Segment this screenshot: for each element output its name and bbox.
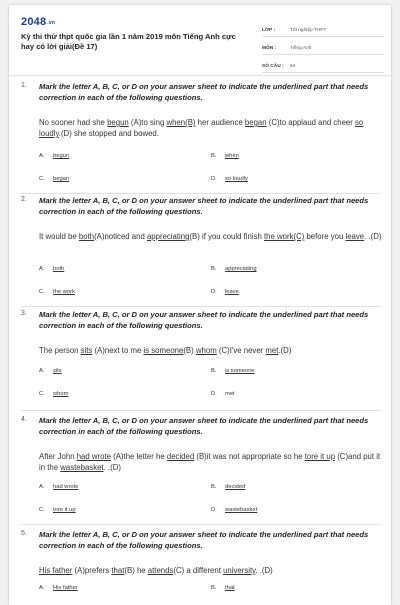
option-letter: A. xyxy=(39,153,45,159)
sentence-text: No sooner had she xyxy=(39,118,108,127)
sentence-text: .(D) she stopped and bowed. xyxy=(58,129,159,138)
option-letter: A. xyxy=(39,266,45,272)
option-text: wastebasket xyxy=(225,507,258,513)
sentence-text: After John xyxy=(39,452,77,461)
question-number: 4. xyxy=(21,416,27,423)
option-text: tore it up xyxy=(53,507,76,513)
answer-option-a[interactable] xyxy=(39,368,62,374)
option-letter: A. xyxy=(39,585,45,591)
meta-label: MÔN : xyxy=(262,46,277,51)
sentence-text: (A)next to me xyxy=(92,346,144,355)
answer-option-c[interactable] xyxy=(39,507,76,513)
underlined-part: both xyxy=(78,232,95,241)
option-letter: D. xyxy=(211,391,217,397)
question-sentence xyxy=(39,451,384,473)
logo-text: 2048 xyxy=(21,16,47,28)
meta-value: Tốt nghiệp THPT xyxy=(290,28,327,33)
sentence-text: (B) xyxy=(183,346,196,355)
underlined-part: sits xyxy=(80,346,93,355)
document-title: Kỳ thi thử thpt quốc gia lần 1 năm 2019 môn Tiếng Anh cực hay có lời giải(Đề 17) xyxy=(21,32,236,51)
underlined-part: is someone xyxy=(143,346,184,355)
option-text: began xyxy=(53,176,70,182)
option-text: appreciating xyxy=(225,266,257,272)
sentence-text: . .(D) xyxy=(255,566,273,575)
option-text: that xyxy=(225,585,235,591)
answer-option-b[interactable] xyxy=(211,585,235,591)
option-text: met xyxy=(225,391,235,397)
question-divider xyxy=(21,193,381,194)
option-letter: A. xyxy=(39,368,45,374)
answer-option-d[interactable] xyxy=(211,176,248,182)
underlined-part: tore it up xyxy=(304,452,336,461)
meta-value: Tiếng Anh xyxy=(290,46,312,51)
underlined-part: appreciating xyxy=(146,232,190,241)
option-text: is someone xyxy=(225,368,255,374)
question-divider xyxy=(21,410,381,411)
sentence-text: (A)to sing xyxy=(128,118,167,127)
question-instruction: Mark the letter A, B, C, or D on your answer sheet to indicate the underlined part that needs correction in each of the following questions. xyxy=(39,416,369,436)
question-sentence xyxy=(39,231,384,242)
option-letter: B. xyxy=(211,368,217,374)
option-text: leave xyxy=(225,289,239,295)
meta-value: 64 xyxy=(290,64,296,69)
option-letter: B. xyxy=(211,585,217,591)
sentence-text: (A)noticed and xyxy=(94,232,147,241)
option-letter: D. xyxy=(211,507,217,513)
option-letter: C. xyxy=(39,507,45,513)
underlined-part: university xyxy=(223,566,256,575)
underlined-part: His father xyxy=(39,566,73,575)
option-letter: C. xyxy=(39,391,45,397)
answer-option-c[interactable] xyxy=(39,176,69,182)
option-text: the work xyxy=(53,289,75,295)
sentence-text: her audience xyxy=(195,118,245,127)
answer-option-b[interactable] xyxy=(211,484,245,490)
meta-row-class xyxy=(262,19,384,37)
option-letter: B. xyxy=(211,153,217,159)
sentence-text: . .(D) xyxy=(103,463,121,472)
answer-option-b[interactable] xyxy=(211,266,257,272)
sentence-text: before you xyxy=(304,232,346,241)
question-number: 1. xyxy=(21,82,27,89)
question-sentence xyxy=(39,117,384,139)
meta-label: SỐ CÂU : xyxy=(262,64,284,69)
question-instruction: Mark the letter A, B, C, or D on your answer sheet to indicate the underlined part that needs correction in each of the following questions. xyxy=(39,196,369,216)
site-logo[interactable] xyxy=(21,16,55,28)
sentence-text: . .(D) xyxy=(364,232,382,241)
underlined-part: wastebasket xyxy=(60,463,104,472)
underlined-part: began xyxy=(244,118,267,127)
answer-option-a[interactable] xyxy=(39,585,78,591)
option-text: so loudly xyxy=(225,176,248,182)
underlined-part: whom xyxy=(195,346,217,355)
answer-option-b[interactable] xyxy=(211,153,239,159)
sentence-text: (C)and put it in the xyxy=(39,452,381,472)
underlined-part: met xyxy=(265,346,279,355)
question-instruction: Mark the letter A, B, C, or D on your answer sheet to indicate the underlined part that needs correction in each of the following questions. xyxy=(39,82,369,102)
sentence-text: The person xyxy=(39,346,81,355)
question-number: 5. xyxy=(21,530,27,537)
underlined-part: so loudly xyxy=(39,118,364,138)
answer-option-d[interactable] xyxy=(211,391,235,397)
question-divider xyxy=(21,306,381,307)
answer-option-a[interactable] xyxy=(39,153,69,159)
document-page xyxy=(9,5,391,605)
answer-option-d[interactable] xyxy=(211,289,239,295)
logo-suffix: .vn xyxy=(47,20,56,26)
option-text: both xyxy=(53,266,65,272)
option-letter: B. xyxy=(211,484,217,490)
option-letter: C. xyxy=(39,176,45,182)
question-number: 3. xyxy=(21,310,27,317)
sentence-text: (A)the letter he xyxy=(110,452,167,461)
option-letter: C. xyxy=(39,289,45,295)
option-text: sits xyxy=(53,368,62,374)
option-text: had wrote xyxy=(53,484,79,490)
question-sentence xyxy=(39,345,384,356)
question-instruction: Mark the letter A, B, C, or D on your answer sheet to indicate the underlined part that needs correction in each of the following questions. xyxy=(39,310,369,330)
answer-option-a[interactable] xyxy=(39,484,78,490)
sentence-text: (C) a different xyxy=(173,566,224,575)
option-text: when xyxy=(225,153,239,159)
option-text: decided xyxy=(225,484,246,490)
underlined-part: leave xyxy=(345,232,365,241)
underlined-part: the work(C) xyxy=(264,232,305,241)
answer-option-c[interactable] xyxy=(39,391,68,397)
sentence-text: (C)to applaud and cheer xyxy=(266,118,356,127)
option-text: His father xyxy=(53,585,78,591)
answer-option-c[interactable] xyxy=(39,289,75,295)
option-letter: A. xyxy=(39,484,45,490)
underlined-part: decided xyxy=(166,452,195,461)
question-instruction: Mark the letter A, B, C, or D on your answer sheet to indicate the underlined part that needs correction in each of the following questions. xyxy=(39,530,369,550)
meta-label: LỚP : xyxy=(262,28,276,33)
page-header xyxy=(9,5,391,76)
sentence-text: (B) he xyxy=(124,566,148,575)
sentence-text: (A)prefers xyxy=(72,566,112,575)
underlined-part: begun xyxy=(107,118,129,127)
answer-option-d[interactable] xyxy=(211,507,257,513)
meta-row-subject xyxy=(262,37,384,55)
sentence-text: (B)it was not appropriate so he xyxy=(194,452,305,461)
question-sentence xyxy=(39,565,384,576)
option-letter: D. xyxy=(211,176,217,182)
option-text: whom xyxy=(53,391,69,397)
underlined-part: had wrote xyxy=(76,452,111,461)
sentence-text: .(D) xyxy=(278,346,292,355)
underlined-part: that xyxy=(111,566,125,575)
sentence-text: (B) if you could finish xyxy=(189,232,264,241)
answer-option-b[interactable] xyxy=(211,368,255,374)
meta-row-count xyxy=(262,55,384,73)
question-divider xyxy=(21,524,381,525)
option-letter: B. xyxy=(211,266,217,272)
exam-meta xyxy=(262,19,384,73)
question-number: 2. xyxy=(21,196,27,203)
underlined-part: attends xyxy=(147,566,174,575)
underlined-part: when(B) xyxy=(166,118,196,127)
option-letter: D. xyxy=(211,289,217,295)
sentence-text: It would be xyxy=(39,232,79,241)
option-text: begun xyxy=(53,153,70,159)
answer-option-a[interactable] xyxy=(39,266,64,272)
sentence-text: (C)I've never xyxy=(216,346,266,355)
